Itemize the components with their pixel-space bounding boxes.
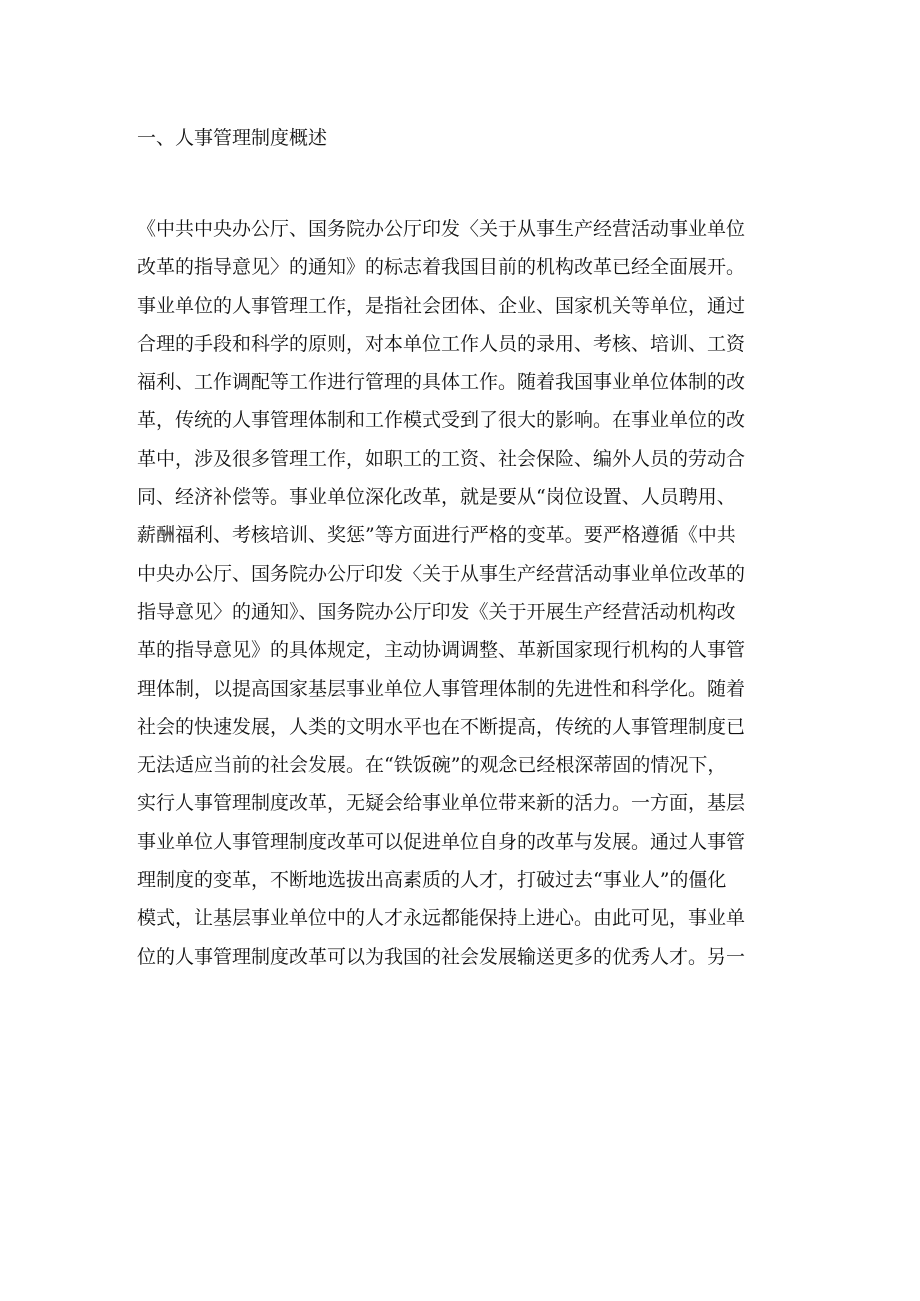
- paragraph-line: 革的指导意见》的具体规定，主动协调调整、革新国家现行机构的人事管: [137, 639, 746, 662]
- paragraph-line: 中央办公厅、国务院办公厅印发〈关于从事生产经营活动事业单位改革的: [137, 562, 746, 585]
- paragraph-line: 社会的快速发展，人类的文明水平也在不断提高，传统的人事管理制度已: [137, 715, 746, 738]
- paragraph-line: 革，传统的人事管理体制和工作模式受到了很大的影响。在事业单位的改: [137, 409, 746, 432]
- paragraph-line: 无法适应当前的社会发展。在“铁饭碗”的观念已经根深蒂固的情况下，: [137, 754, 727, 777]
- paragraph-line: 事业单位的人事管理工作，是指社会团体、企业、国家机关等单位，通过: [137, 294, 746, 317]
- section-heading: 一、人事管理制度概述: [137, 127, 328, 149]
- paragraph-line: 事业单位人事管理制度改革可以促进单位自身的改革与发展。通过人事管: [137, 830, 746, 853]
- paragraph-line: 理体制，以提高国家基层事业单位人事管理体制的先进性和科学化。随着: [137, 677, 746, 700]
- paragraph-line: 改革的指导意见〉的通知》的标志着我国目前的机构改革已经全面展开。: [137, 256, 746, 279]
- paragraph-line: 模式，让基层事业单位中的人才永远都能保持上进心。由此可见，事业单: [137, 907, 746, 930]
- paragraph-line: 福利、工作调配等工作进行管理的具体工作。随着我国事业单位体制的改: [137, 371, 746, 394]
- paragraph-line: 薪酬福利、考核培训、奖惩”等方面进行严格的变革。要严格遵循《中共: [137, 524, 736, 547]
- paragraph-line: 位的人事管理制度改革可以为我国的社会发展输送更多的优秀人才。另一: [137, 945, 746, 968]
- paragraph-line: 同、经济补偿等。事业单位深化改革，就是要从“岗位设置、人员聘用、: [137, 486, 736, 509]
- paragraph-line: 理制度的变革，不断地选拔出高素质的人才，打破过去“事业人”的僵化: [137, 869, 727, 892]
- paragraph-line: 实行人事管理制度改革，无疑会给事业单位带来新的活力。一方面，基层: [137, 792, 746, 815]
- paragraph-line: 《中共中央办公厅、国务院办公厅印发〈关于从事生产经营活动事业单位: [137, 218, 746, 240]
- paragraph-line: 指导意见〉的通知》、国务院办公厅印发《关于开展生产经营活动机构改: [137, 600, 736, 623]
- paragraph-line: 合理的手段和科学的原则，对本单位工作人员的录用、考核、培训、工资: [137, 332, 746, 355]
- paragraph-line: 革中，涉及很多管理工作，如职工的工资、社会保险、编外人员的劳动合: [137, 447, 746, 470]
- body-paragraph: [137, 210, 797, 976]
